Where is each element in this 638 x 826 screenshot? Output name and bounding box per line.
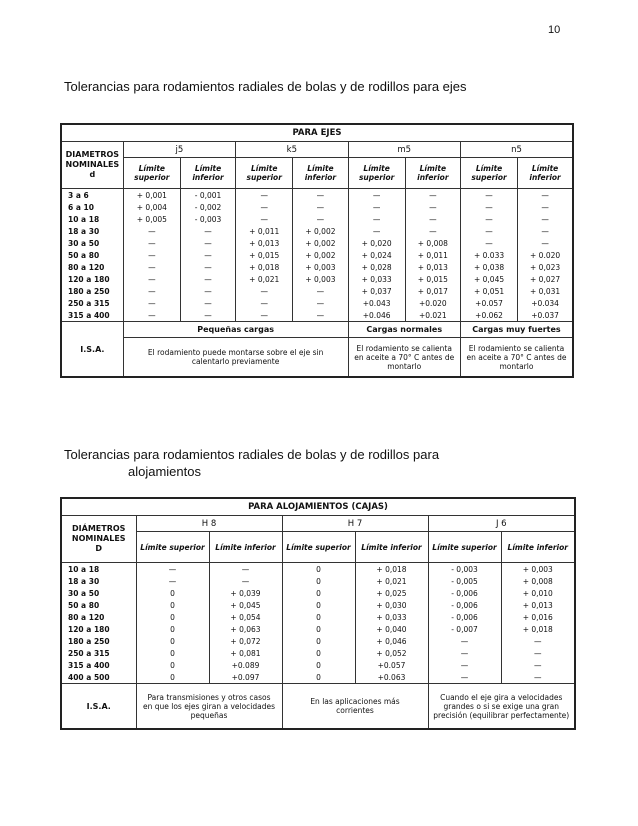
- table-row: [61, 587, 575, 599]
- value-cell: —: [180, 225, 235, 237]
- diameter-cell: 315 a 400: [61, 659, 136, 671]
- sub-inf: Límite inferior: [180, 158, 235, 189]
- value-cell: —: [293, 213, 348, 225]
- value-cell: —: [123, 297, 180, 309]
- value-cell: —: [428, 671, 501, 684]
- value-cell: 0: [136, 659, 209, 671]
- value-cell: + 0,015: [405, 273, 460, 285]
- table-row: [61, 273, 573, 285]
- value-cell: 0: [136, 623, 209, 635]
- heading-alojamientos-line2: alojamientos: [128, 464, 201, 479]
- table-ejes-body: [61, 189, 573, 322]
- value-cell: 0: [136, 599, 209, 611]
- diameter-cell: 18 a 30: [61, 575, 136, 587]
- value-cell: + 0,002: [293, 237, 348, 249]
- value-cell: —: [180, 261, 235, 273]
- group-h8: H 8: [136, 516, 282, 532]
- sub-sup: Límite superior: [136, 532, 209, 563]
- group-j6: J 6: [428, 516, 575, 532]
- sub-sup: Límite superior: [123, 158, 180, 189]
- value-cell: —: [293, 285, 348, 297]
- value-cell: + 0,024: [348, 249, 405, 261]
- value-cell: —: [501, 635, 575, 647]
- value-cell: + 0,005: [123, 213, 180, 225]
- value-cell: + 0,020: [348, 237, 405, 249]
- diameter-cell: 10 a 18: [61, 563, 136, 576]
- value-cell: + 0,003: [293, 261, 348, 273]
- value-cell: —: [405, 225, 460, 237]
- value-cell: 0: [282, 647, 355, 659]
- table-row: [61, 659, 575, 671]
- load-label-heavy: Cargas muy fuertes: [460, 322, 573, 338]
- value-cell: - 0,007: [428, 623, 501, 635]
- sub-inf: Límite inferior: [405, 158, 460, 189]
- sub-inf: Límite inferior: [355, 532, 428, 563]
- diam-header: DIAMETROS NOMINALES d: [61, 142, 123, 189]
- sub-sup: Límite superior: [282, 532, 355, 563]
- table-ejes: [60, 123, 574, 378]
- value-cell: —: [428, 659, 501, 671]
- value-cell: + 0,063: [209, 623, 282, 635]
- value-cell: + 0,018: [236, 261, 293, 273]
- page-number: 10: [548, 24, 561, 36]
- value-cell: + 0,072: [209, 635, 282, 647]
- isa-label: I.S.A.: [61, 322, 123, 378]
- value-cell: + 0,013: [405, 261, 460, 273]
- value-cell: 0: [282, 635, 355, 647]
- value-cell: + 0,018: [355, 563, 428, 576]
- diameter-cell: 30 a 50: [61, 587, 136, 599]
- value-cell: —: [518, 237, 573, 249]
- value-cell: + 0,021: [236, 273, 293, 285]
- value-cell: + 0,040: [355, 623, 428, 635]
- value-cell: + 0,023: [518, 261, 573, 273]
- value-cell: —: [180, 273, 235, 285]
- value-cell: —: [123, 225, 180, 237]
- sub-inf: Límite inferior: [501, 532, 575, 563]
- value-cell: - 0,003: [428, 563, 501, 576]
- load-label-normal: Cargas normales: [348, 322, 460, 338]
- table-alojamientos-title: PARA ALOJAMIENTOS (CAJAS): [61, 498, 575, 516]
- value-cell: —: [518, 213, 573, 225]
- value-cell: —: [405, 213, 460, 225]
- table-row: [61, 563, 575, 576]
- value-cell: - 0,006: [428, 599, 501, 611]
- value-cell: —: [293, 201, 348, 213]
- value-cell: —: [180, 249, 235, 261]
- value-cell: —: [501, 659, 575, 671]
- load-label-small: Pequeñas cargas: [123, 322, 348, 338]
- value-cell: + 0,033: [348, 273, 405, 285]
- value-cell: 0: [282, 671, 355, 684]
- value-cell: + 0,054: [209, 611, 282, 623]
- value-cell: + 0,037: [348, 285, 405, 297]
- group-h7: H 7: [282, 516, 428, 532]
- table-row: [61, 189, 573, 202]
- value-cell: - 0,002: [180, 201, 235, 213]
- value-cell: —: [348, 201, 405, 213]
- diameter-cell: 180 a 250: [61, 285, 123, 297]
- table-row: [61, 249, 573, 261]
- value-cell: —: [405, 189, 460, 202]
- load-note-small: El rodamiento puede montarse sobre el eje sin calentarlo previamente: [123, 338, 348, 378]
- value-cell: —: [123, 261, 180, 273]
- value-cell: + 0,015: [236, 249, 293, 261]
- sub-inf: Límite inferior: [209, 532, 282, 563]
- value-cell: —: [293, 297, 348, 309]
- value-cell: —: [136, 575, 209, 587]
- value-cell: —: [501, 671, 575, 684]
- value-cell: —: [348, 189, 405, 202]
- load-note-normal: El rodamiento se calienta en aceite a 70° C antes de montarlo: [348, 338, 460, 378]
- value-cell: +0.037: [518, 309, 573, 322]
- table-row: [61, 623, 575, 635]
- value-cell: 0: [282, 659, 355, 671]
- group-n5: n5: [460, 142, 573, 158]
- value-cell: —: [236, 285, 293, 297]
- value-cell: + 0,046: [355, 635, 428, 647]
- sub-sup: Límite superior: [428, 532, 501, 563]
- value-cell: + 0,002: [293, 225, 348, 237]
- value-cell: —: [136, 563, 209, 576]
- note-j6: Cuando el eje gira a velocidades grandes o si se exige una gran precisión (equilibrar perfectamente): [428, 684, 575, 730]
- value-cell: + 0,013: [501, 599, 575, 611]
- diameter-cell: 250 a 315: [61, 647, 136, 659]
- heading-alojamientos-line1: Tolerancias para rodamientos radiales de bolas y de rodillos para: [64, 447, 440, 462]
- note-h8: Para transmisiones y otros casos en que los ejes giran a velocidades pequeñas: [136, 684, 282, 730]
- value-cell: —: [348, 213, 405, 225]
- table-ejes-title: PARA EJES: [61, 124, 573, 142]
- value-cell: +0.097: [209, 671, 282, 684]
- value-cell: + 0,031: [518, 285, 573, 297]
- value-cell: + 0,052: [355, 647, 428, 659]
- value-cell: - 0,001: [180, 189, 235, 202]
- value-cell: 0: [282, 611, 355, 623]
- table-row: [61, 647, 575, 659]
- value-cell: + 0,008: [405, 237, 460, 249]
- value-cell: 0: [282, 575, 355, 587]
- value-cell: —: [123, 285, 180, 297]
- value-cell: —: [123, 237, 180, 249]
- value-cell: —: [428, 647, 501, 659]
- group-k5: k5: [236, 142, 348, 158]
- diameter-cell: 400 a 500: [61, 671, 136, 684]
- diameter-cell: 120 a 180: [61, 623, 136, 635]
- value-cell: —: [460, 189, 517, 202]
- value-cell: —: [236, 201, 293, 213]
- value-cell: —: [236, 213, 293, 225]
- value-cell: + 0,039: [209, 587, 282, 599]
- table-row: [61, 575, 575, 587]
- value-cell: 0: [136, 635, 209, 647]
- sub-sup: Límite superior: [348, 158, 405, 189]
- diameter-cell: 18 a 30: [61, 225, 123, 237]
- value-cell: —: [501, 647, 575, 659]
- load-note-heavy: El rodamiento se calienta en aceite a 70° C antes de montarlo: [460, 338, 573, 378]
- table-row: [61, 201, 573, 213]
- value-cell: —: [428, 635, 501, 647]
- value-cell: + 0.020: [518, 249, 573, 261]
- value-cell: 0: [136, 587, 209, 599]
- table-row: [61, 225, 573, 237]
- value-cell: - 0,005: [428, 575, 501, 587]
- group-j5: j5: [123, 142, 235, 158]
- value-cell: —: [460, 213, 517, 225]
- value-cell: +0.020: [405, 297, 460, 309]
- value-cell: - 0,006: [428, 611, 501, 623]
- diameter-cell: 250 a 315: [61, 297, 123, 309]
- value-cell: + 0,003: [501, 563, 575, 576]
- value-cell: +0.043: [348, 297, 405, 309]
- value-cell: —: [518, 225, 573, 237]
- value-cell: + 0,045: [209, 599, 282, 611]
- value-cell: + 0,028: [348, 261, 405, 273]
- value-cell: +0.057: [460, 297, 517, 309]
- table-row: [61, 285, 573, 297]
- value-cell: +0.089: [209, 659, 282, 671]
- table-row: [61, 237, 573, 249]
- value-cell: —: [460, 201, 517, 213]
- value-cell: + 0,011: [236, 225, 293, 237]
- diameter-cell: 80 a 120: [61, 611, 136, 623]
- value-cell: —: [209, 575, 282, 587]
- table-row: [61, 671, 575, 684]
- table-row: [61, 611, 575, 623]
- diameter-cell: 50 a 80: [61, 249, 123, 261]
- value-cell: —: [518, 201, 573, 213]
- value-cell: + 0.033: [460, 249, 517, 261]
- value-cell: + 0,016: [501, 611, 575, 623]
- value-cell: —: [518, 189, 573, 202]
- sub-sup: Límite superior: [236, 158, 293, 189]
- value-cell: - 0,003: [180, 213, 235, 225]
- diameter-cell: 30 a 50: [61, 237, 123, 249]
- value-cell: —: [180, 309, 235, 322]
- table-row: [61, 635, 575, 647]
- value-cell: —: [123, 309, 180, 322]
- value-cell: 0: [282, 563, 355, 576]
- value-cell: + 0,033: [355, 611, 428, 623]
- value-cell: —: [180, 285, 235, 297]
- value-cell: + 0,045: [460, 273, 517, 285]
- value-cell: —: [293, 189, 348, 202]
- table-row: [61, 213, 573, 225]
- value-cell: —: [209, 563, 282, 576]
- value-cell: + 0,081: [209, 647, 282, 659]
- isa-label: I.S.A.: [61, 684, 136, 730]
- value-cell: 0: [282, 587, 355, 599]
- value-cell: 0: [282, 623, 355, 635]
- value-cell: + 0,001: [123, 189, 180, 202]
- value-cell: + 0,038: [460, 261, 517, 273]
- value-cell: —: [293, 309, 348, 322]
- value-cell: 0: [282, 599, 355, 611]
- value-cell: +0.062: [460, 309, 517, 322]
- value-cell: + 0,027: [518, 273, 573, 285]
- value-cell: + 0,030: [355, 599, 428, 611]
- sub-inf: Límite inferior: [293, 158, 348, 189]
- value-cell: + 0,008: [501, 575, 575, 587]
- diameter-cell: 315 a 400: [61, 309, 123, 322]
- value-cell: + 0,004: [123, 201, 180, 213]
- value-cell: + 0,051: [460, 285, 517, 297]
- value-cell: —: [236, 297, 293, 309]
- value-cell: + 0,010: [501, 587, 575, 599]
- value-cell: + 0,011: [405, 249, 460, 261]
- value-cell: 0: [136, 611, 209, 623]
- table-alojamientos-body: [61, 563, 575, 684]
- sub-inf: Límite inferior: [518, 158, 573, 189]
- value-cell: +0.057: [355, 659, 428, 671]
- diameter-cell: 3 a 6: [61, 189, 123, 202]
- value-cell: +0.046: [348, 309, 405, 322]
- table-alojamientos: [60, 497, 576, 730]
- heading-alojamientos: [64, 446, 439, 480]
- value-cell: —: [460, 225, 517, 237]
- value-cell: + 0,003: [293, 273, 348, 285]
- diameter-cell: 180 a 250: [61, 635, 136, 647]
- value-cell: —: [348, 225, 405, 237]
- value-cell: + 0,025: [355, 587, 428, 599]
- value-cell: 0: [136, 671, 209, 684]
- note-h7: En las aplicaciones más corrientes: [282, 684, 428, 730]
- value-cell: —: [460, 237, 517, 249]
- heading-ejes: Tolerancias para rodamientos radiales de bolas y de rodillos para ejes: [64, 79, 467, 94]
- value-cell: + 0,021: [355, 575, 428, 587]
- group-m5: m5: [348, 142, 460, 158]
- value-cell: —: [236, 309, 293, 322]
- value-cell: + 0,017: [405, 285, 460, 297]
- value-cell: +0.021: [405, 309, 460, 322]
- table-row: [61, 309, 573, 322]
- diam-header: DIÁMETROS NOMINALES D: [61, 516, 136, 563]
- diameter-cell: 120 a 180: [61, 273, 123, 285]
- value-cell: 0: [136, 647, 209, 659]
- value-cell: + 0,002: [293, 249, 348, 261]
- value-cell: —: [180, 297, 235, 309]
- table-row: [61, 599, 575, 611]
- diameter-cell: 6 a 10: [61, 201, 123, 213]
- value-cell: + 0,013: [236, 237, 293, 249]
- diameter-cell: 80 a 120: [61, 261, 123, 273]
- value-cell: +0.063: [355, 671, 428, 684]
- value-cell: —: [123, 273, 180, 285]
- value-cell: +0.034: [518, 297, 573, 309]
- value-cell: —: [236, 189, 293, 202]
- value-cell: —: [405, 201, 460, 213]
- table-row: [61, 297, 573, 309]
- value-cell: + 0,018: [501, 623, 575, 635]
- value-cell: —: [123, 249, 180, 261]
- diameter-cell: 50 a 80: [61, 599, 136, 611]
- table-row: [61, 261, 573, 273]
- sub-sup: Límite superior: [460, 158, 517, 189]
- value-cell: - 0,006: [428, 587, 501, 599]
- value-cell: —: [180, 237, 235, 249]
- diameter-cell: 10 a 18: [61, 213, 123, 225]
